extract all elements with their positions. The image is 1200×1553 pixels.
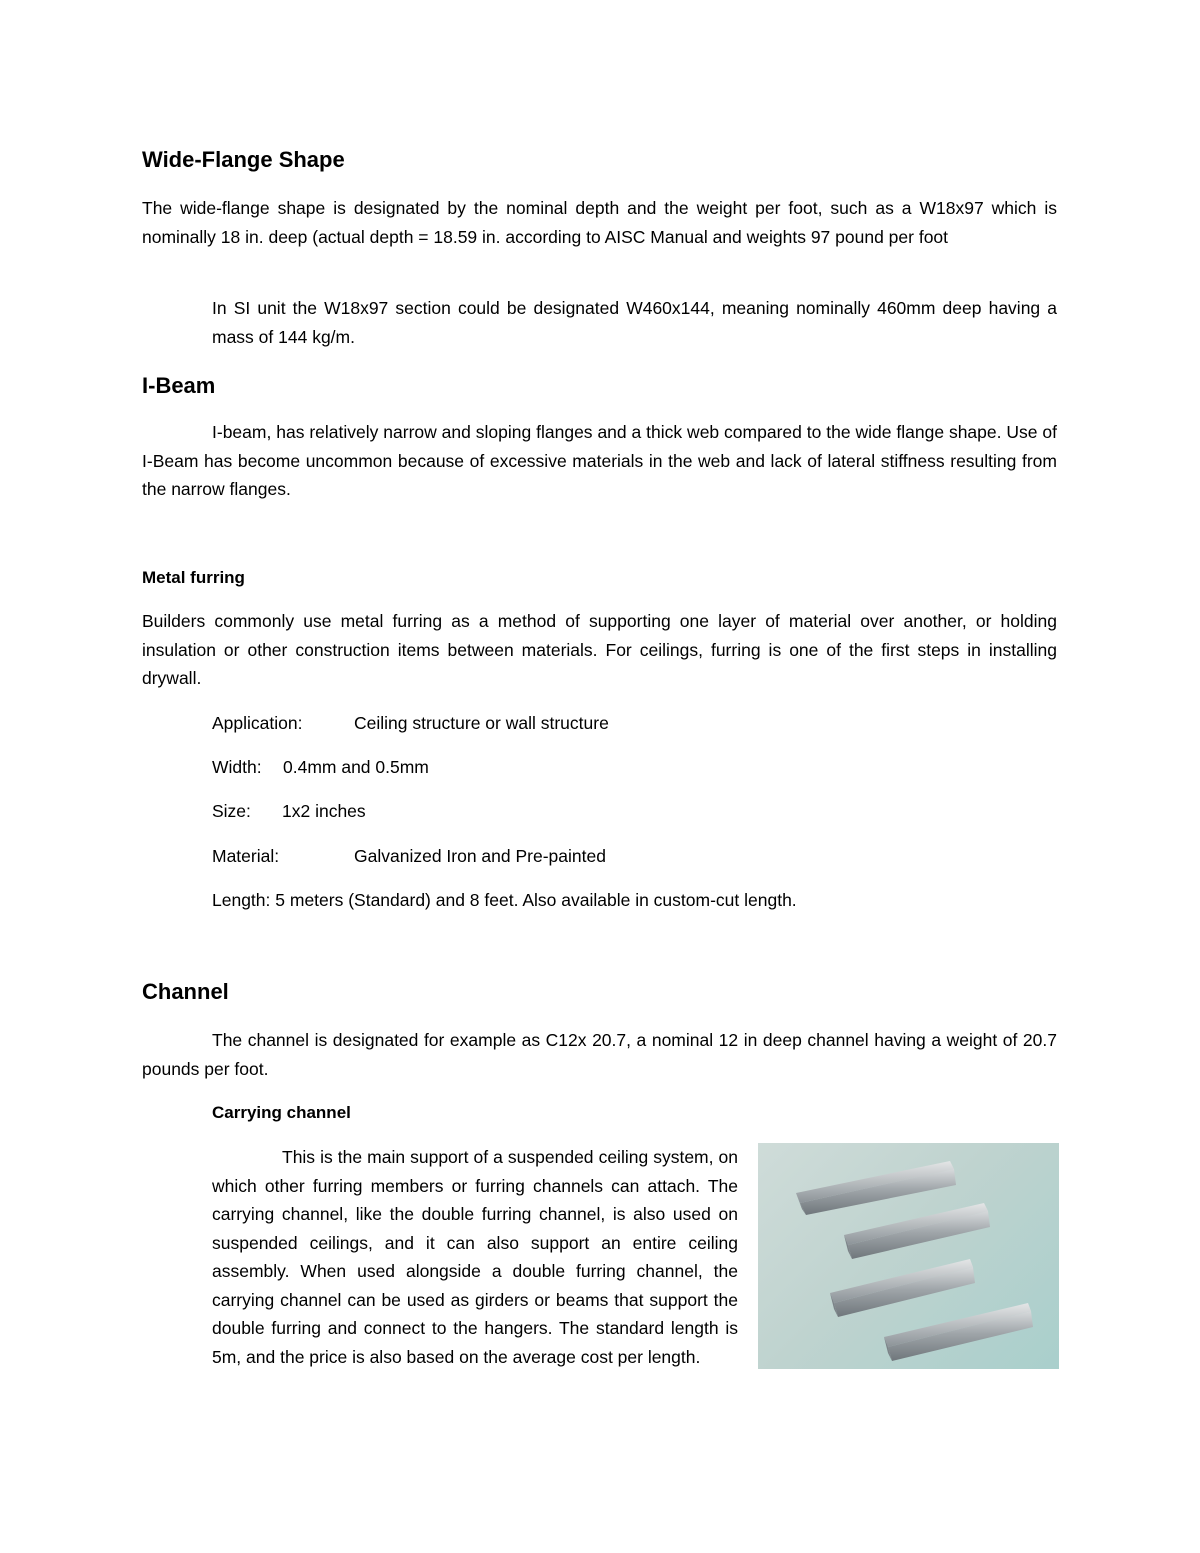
metal-channels-photo: [758, 1143, 1059, 1369]
spec-material-value: Galvanized Iron and Pre-painted: [354, 846, 606, 866]
paragraph-ibeam: I-beam, has relatively narrow and sloping flanges and a thick web compared to the wide flange shape. Use of I-Beam has become uncommon because of excessive materials in the web and lack of lateral stiffness resulting from the narrow flanges.: [142, 422, 1057, 499]
spec-application-label: Application:: [212, 713, 303, 733]
spec-material: [212, 844, 606, 868]
spec-material-label: Material:: [212, 846, 280, 866]
channel-piece-4: [884, 1303, 1033, 1361]
paragraph-carrying-channel: This is the main support of a suspended ceiling system, on which other furring members or furring channels can attach. The carrying channel, like the double furring channel, is also used on suspended ceilings, and it can also support an entire ceiling assembly. When used alongside a double furring channel, the carrying channel can be used as girders or beams that support the double furring and connect to the hangers. The standard length is 5m, and the price is also based on the average cost per length.: [212, 1147, 738, 1367]
paragraph-channel: The channel is designated for example as C12x 20.7, a nominal 12 in deep channel having a weight of 20.7 pounds per foot.: [142, 1030, 1057, 1079]
spec-length-label: Length:: [212, 890, 271, 910]
paragraph-si-unit: In SI unit the W18x97 section could be designated W460x144, meaning nominally 460mm deep having a mass of 144 kg/m.: [212, 298, 1057, 347]
channel-piece-3: [830, 1259, 975, 1317]
heading-metal-furring: Metal furring: [142, 568, 245, 587]
spec-application-value: Ceiling structure or wall structure: [354, 713, 609, 733]
channel-piece-1: [796, 1161, 956, 1215]
spec-size: [212, 799, 366, 823]
spec-application: [212, 711, 609, 735]
spec-length-value: 5 meters (Standard) and 8 feet. Also available in custom-cut length.: [275, 890, 797, 910]
spec-width-value: 0.4mm and 0.5mm: [283, 757, 429, 777]
channel-piece-2: [844, 1203, 990, 1259]
heading-carrying-channel: Carrying channel: [212, 1103, 351, 1122]
spec-length: [212, 888, 797, 912]
spec-width-label: Width:: [212, 757, 262, 777]
heading-ibeam: I-Beam: [142, 373, 216, 398]
heading-wide-flange: Wide-Flange Shape: [142, 147, 345, 172]
paragraph-wide-flange: The wide-flange shape is designated by the nominal depth and the weight per foot, such as a W18x97 which is nominally 18 in. deep (actual depth = 18.59 in. according to AISC Manual and weights 97 pound per foot: [142, 198, 1057, 247]
spec-width: [212, 755, 429, 779]
heading-channel: Channel: [142, 979, 229, 1004]
spec-size-label: Size:: [212, 801, 251, 821]
metal-channels-icon: [758, 1143, 1059, 1369]
paragraph-metal-furring: Builders commonly use metal furring as a method of supporting one layer of material over another, or holding insulation or other construction items between materials. For ceilings, furring is one of the first steps in installing drywall.: [142, 611, 1057, 688]
spec-size-value: 1x2 inches: [282, 801, 366, 821]
